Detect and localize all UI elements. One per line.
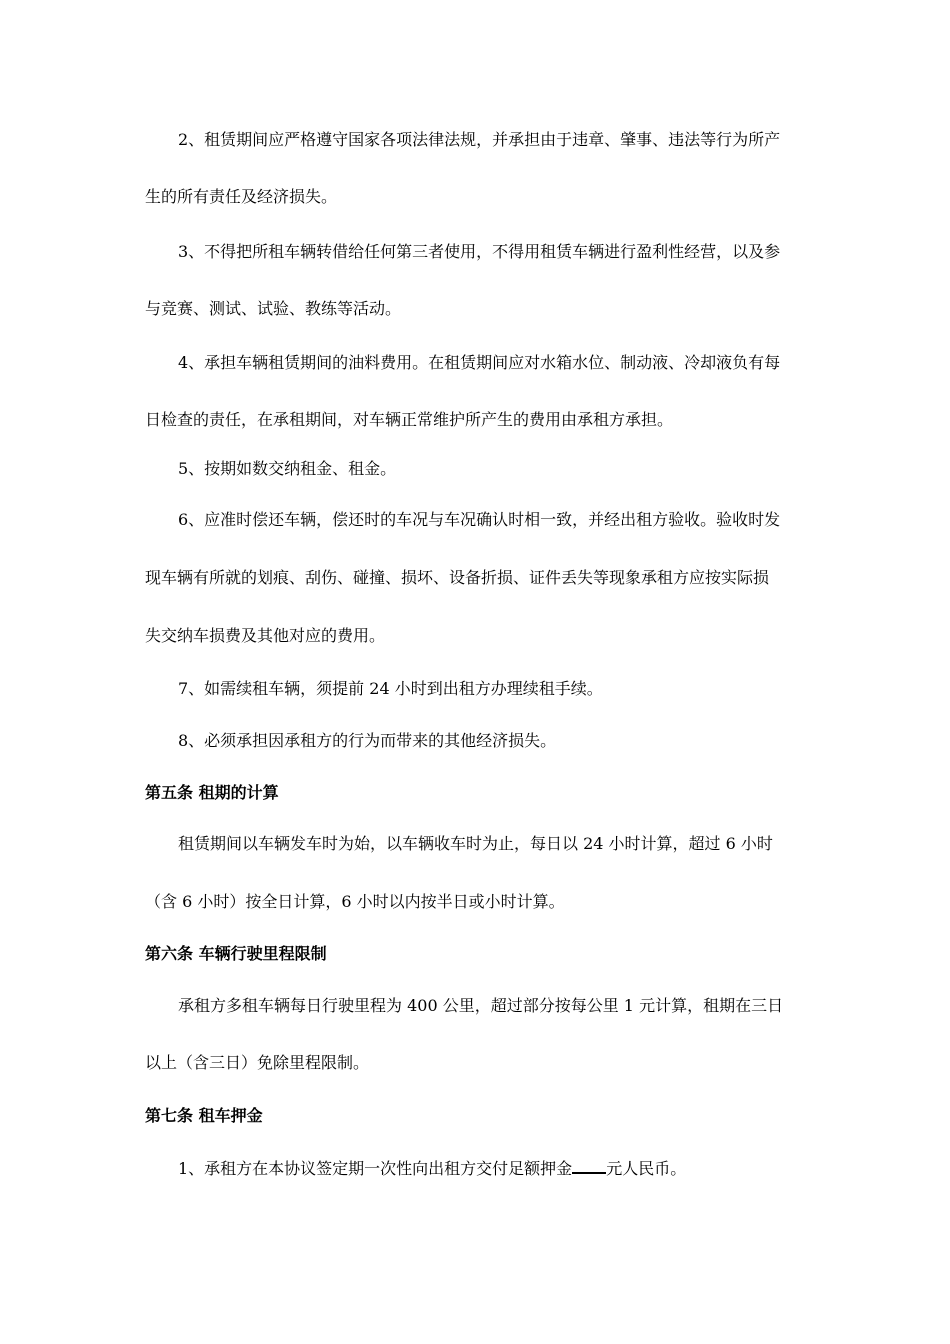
clause-3-line-1: 3、不得把所租车辆转借给任何第三者使用，不得用租赁车辆进行盈利性经营，以及参 (178, 242, 781, 261)
clause-6-line-3: 失交纳车损费及其他对应的费用。 (145, 626, 386, 645)
clause-6-line-2: 现车辆有所就的划痕、刮伤、碰撞、损坏、设备折损、证件丢失等现象承租方应按实际损 (145, 568, 770, 587)
deposit-text-before: 1、承租方在本协议签定期一次性向出租方交付足额押金 (178, 1159, 573, 1178)
clause-2-line-1: 2、租赁期间应严格遵守国家各项法律法规，并承担由于违章、肇事、违法等行为所产 (178, 130, 781, 149)
section-7-heading: 第七条 租车押金 (145, 1106, 263, 1125)
clause-5: 5、按期如数交纳租金、租金。 (178, 459, 397, 478)
clause-2-line-2: 生的所有责任及经济损失。 (145, 187, 338, 206)
clause-4-line-1: 4、承担车辆租赁期间的油料费用。在租赁期间应对水箱水位、制动液、冷却液负有每 (178, 353, 781, 372)
clause-8: 8、必须承担因承租方的行为而带来的其他经济损失。 (178, 731, 557, 750)
section-5-heading: 第五条 租期的计算 (145, 783, 279, 802)
deposit-text-after: 元人民币。 (606, 1159, 687, 1178)
clause-6-line-1: 6、应准时偿还车辆，偿还时的车况与车况确认时相一致，并经出租方验收。验收时发 (178, 510, 781, 529)
section-7-clause-1 (178, 1156, 858, 1180)
section-5-line-2: （含 6 小时）按全日计算，6 小时以内按半日或小时计算。 (145, 892, 565, 911)
section-6-line-1: 承租方多租车辆每日行驶里程为 400 公里，超过部分按每公里 1 元计算，租期在三日 (178, 996, 784, 1015)
section-6-line-2: 以上（含三日）免除里程限制。 (145, 1053, 370, 1072)
deposit-amount-blank (572, 1156, 606, 1174)
section-5-line-1: 租赁期间以车辆发车时为始，以车辆收车时为止，每日以 24 小时计算，超过 6 小时 (178, 834, 773, 853)
clause-7: 7、如需续租车辆，须提前 24 小时到出租方办理续租手续。 (178, 679, 603, 698)
clause-3-line-2: 与竞赛、测试、试验、教练等活动。 (145, 299, 402, 318)
clause-4-line-2: 日检查的责任，在承租期间，对车辆正常维护所产生的费用由承租方承担。 (145, 410, 674, 429)
section-6-heading: 第六条 车辆行驶里程限制 (145, 944, 327, 963)
